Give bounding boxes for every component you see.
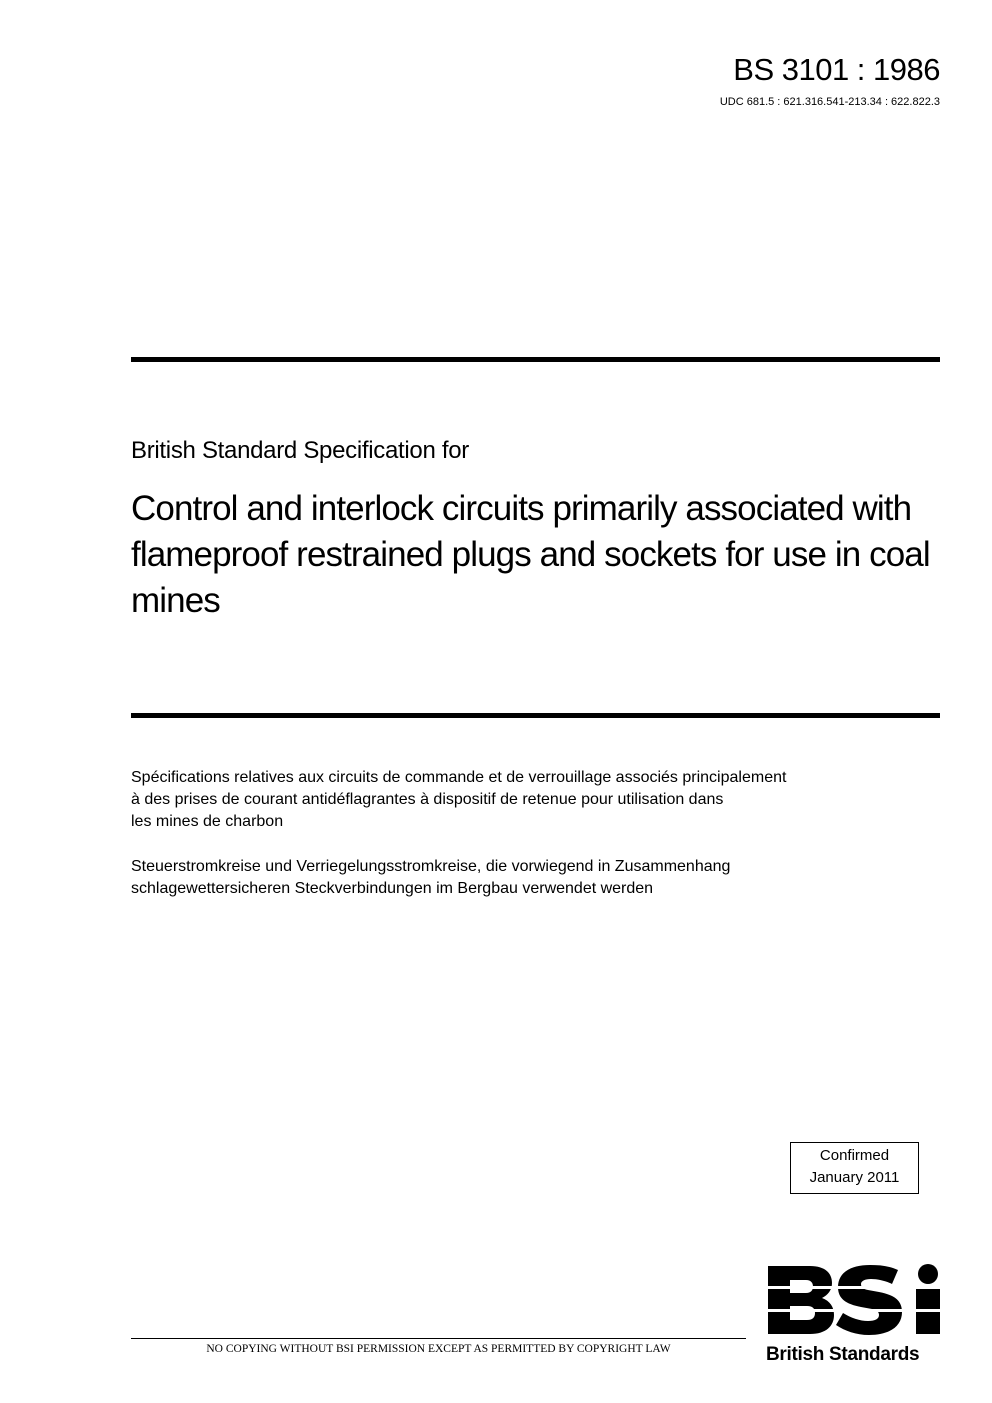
confirmed-stamp	[790, 1142, 919, 1194]
udc-classification: UDC 681.5 : 621.316.541-213.34 : 622.822.3	[719, 96, 940, 108]
confirmed-label: Confirmed	[819, 1147, 890, 1164]
french-title-line: à des prises de courant antidéflagrantes à dispositif de retenue pour utilisation dans	[131, 791, 724, 808]
german-title-line: schlagewettersicheren Steckverbindungen im Bergbau verwendet werden	[131, 880, 654, 897]
standard-number: BS 3101 : 1986	[733, 52, 940, 87]
confirmed-date: January 2011	[809, 1169, 900, 1186]
middle-divider	[131, 713, 940, 718]
bsi-logo-caption: British Standards	[766, 1344, 920, 1365]
german-title-line: Steuerstromkreise und Verriegelungsstromkreise, die vorwiegend in Zusammenhang	[131, 858, 731, 875]
german-title	[131, 856, 861, 900]
french-title	[131, 767, 861, 833]
document-subtitle: British Standard Specification for	[131, 437, 469, 464]
french-title-line: Spécifications relatives aux circuits de commande et de verrouillage associés principalement	[131, 769, 787, 786]
copyright-notice: NO COPYING WITHOUT BSI PERMISSION EXCEPT AS PERMITTED BY COPYRIGHT LAW	[131, 1338, 746, 1356]
french-title-line: les mines de charbon	[131, 813, 284, 830]
bsi-logo-icon	[766, 1262, 944, 1336]
top-divider	[131, 357, 940, 362]
document-title: Control and interlock circuits primarily associated with flameproof restrained plugs and sockets for use in coal mines	[131, 489, 930, 620]
